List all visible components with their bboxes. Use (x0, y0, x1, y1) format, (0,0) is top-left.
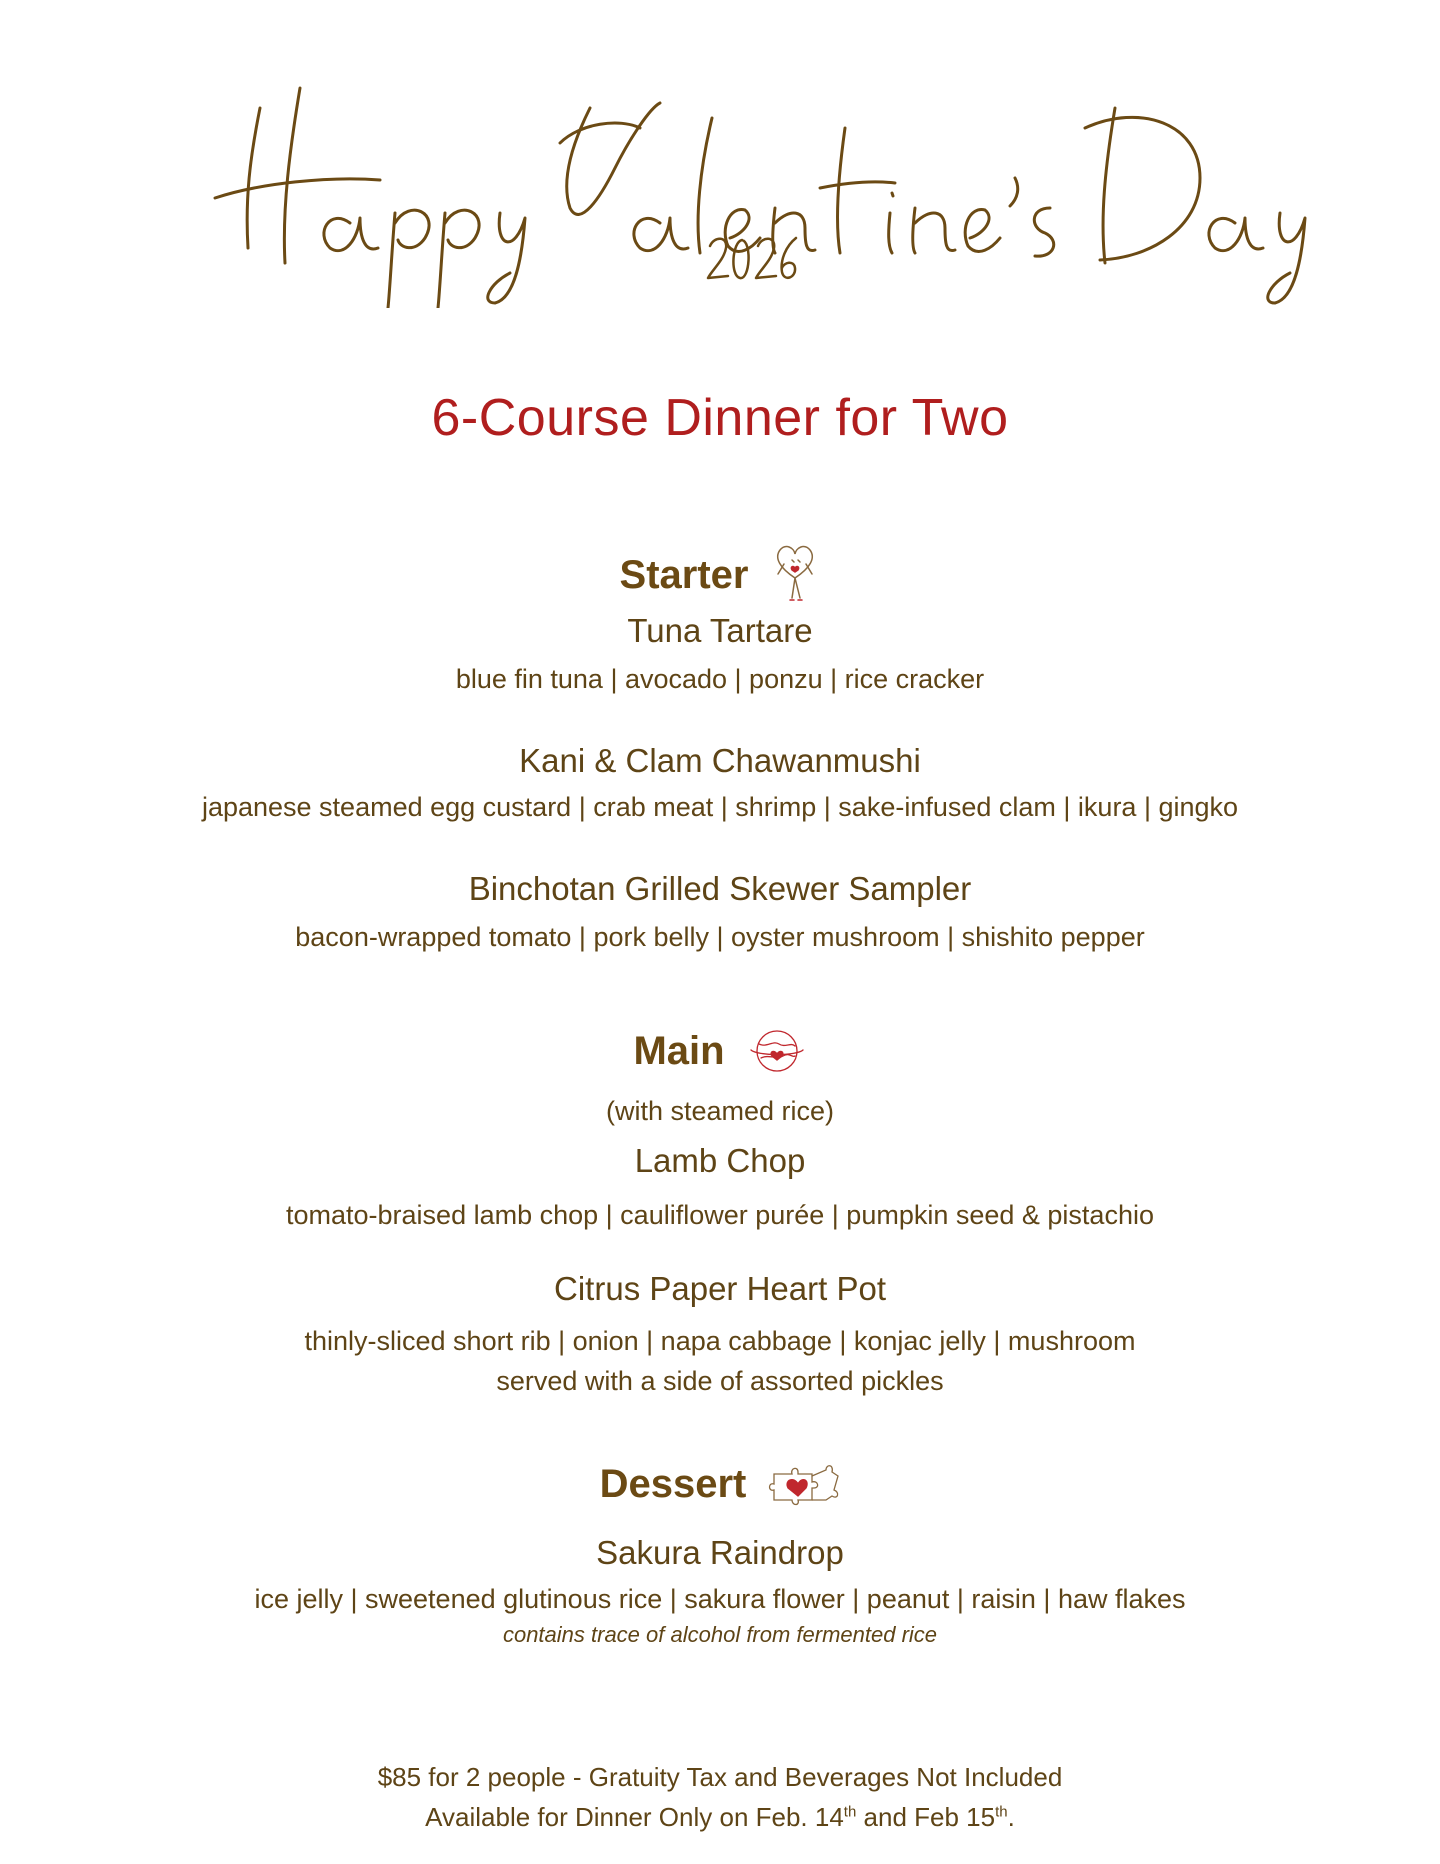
section-heading-starter: Starter (619, 552, 749, 597)
dish-desc: bacon-wrapped tomato | pork belly | oyster mushroom | shishito pepper (295, 922, 1145, 952)
title-year-art (700, 228, 800, 288)
section-heading-main: Main (633, 1028, 725, 1073)
dish-name: Binchotan Grilled Skewer Sampler (468, 870, 972, 907)
title-year-wrap (0, 228, 1440, 293)
dish-desc: ice jelly | sweetened glutinous rice | sakura flower | peanut | raisin | haw flakes (254, 1584, 1186, 1614)
availability-mid: and Feb 15 (856, 1802, 996, 1832)
dish-desc: tomato-braised lamb chop | cauliflower purée | pumpkin seed & pistachio (286, 1200, 1154, 1230)
dish-name: Tuna Tartare (627, 612, 813, 649)
puzzle-heart-icon (768, 1460, 840, 1508)
dish-name: Lamb Chop (634, 1142, 806, 1179)
dish-desc: japanese steamed egg custard | crab meat | shrimp | sake-infused clam | ikura | gingko (201, 792, 1239, 822)
dish-desc: blue fin tuna | avocado | ponzu | rice cracker (455, 664, 985, 694)
dish-name: Kani & Clam Chawanmushi (519, 742, 921, 779)
dish-name: Sakura Raindrop (596, 1534, 844, 1571)
availability-prefix: Available for Dinner Only on Feb. 14 (425, 1802, 844, 1832)
menu-headline: 6-Course Dinner for Two (431, 389, 1009, 447)
section-heading-dessert: Dessert (599, 1461, 747, 1506)
dish-desc-extra: served with a side of assorted pickles (496, 1366, 944, 1396)
dish-name: Citrus Paper Heart Pot (554, 1270, 886, 1307)
section-starter (0, 540, 1440, 610)
price-line: $85 for 2 people - Gratuity Tax and Beverages Not Included (377, 1762, 1063, 1792)
ordinal-suffix: th (995, 1803, 1008, 1821)
section-main (0, 1026, 1440, 1076)
availability-suffix: . (1007, 1802, 1015, 1832)
section-subtitle: (with steamed rice) (605, 1096, 835, 1126)
dish-desc: thinly-sliced short rib | onion | napa cabbage | konjac jelly | mushroom (304, 1326, 1136, 1356)
availability-line (0, 1802, 1440, 1833)
section-dessert (0, 1460, 1440, 1508)
globe-heart-icon (747, 1026, 807, 1076)
dish-note: contains trace of alcohol from fermented rice (502, 1622, 938, 1647)
heart-figure-icon (770, 540, 820, 610)
ordinal-suffix: th (843, 1803, 857, 1821)
